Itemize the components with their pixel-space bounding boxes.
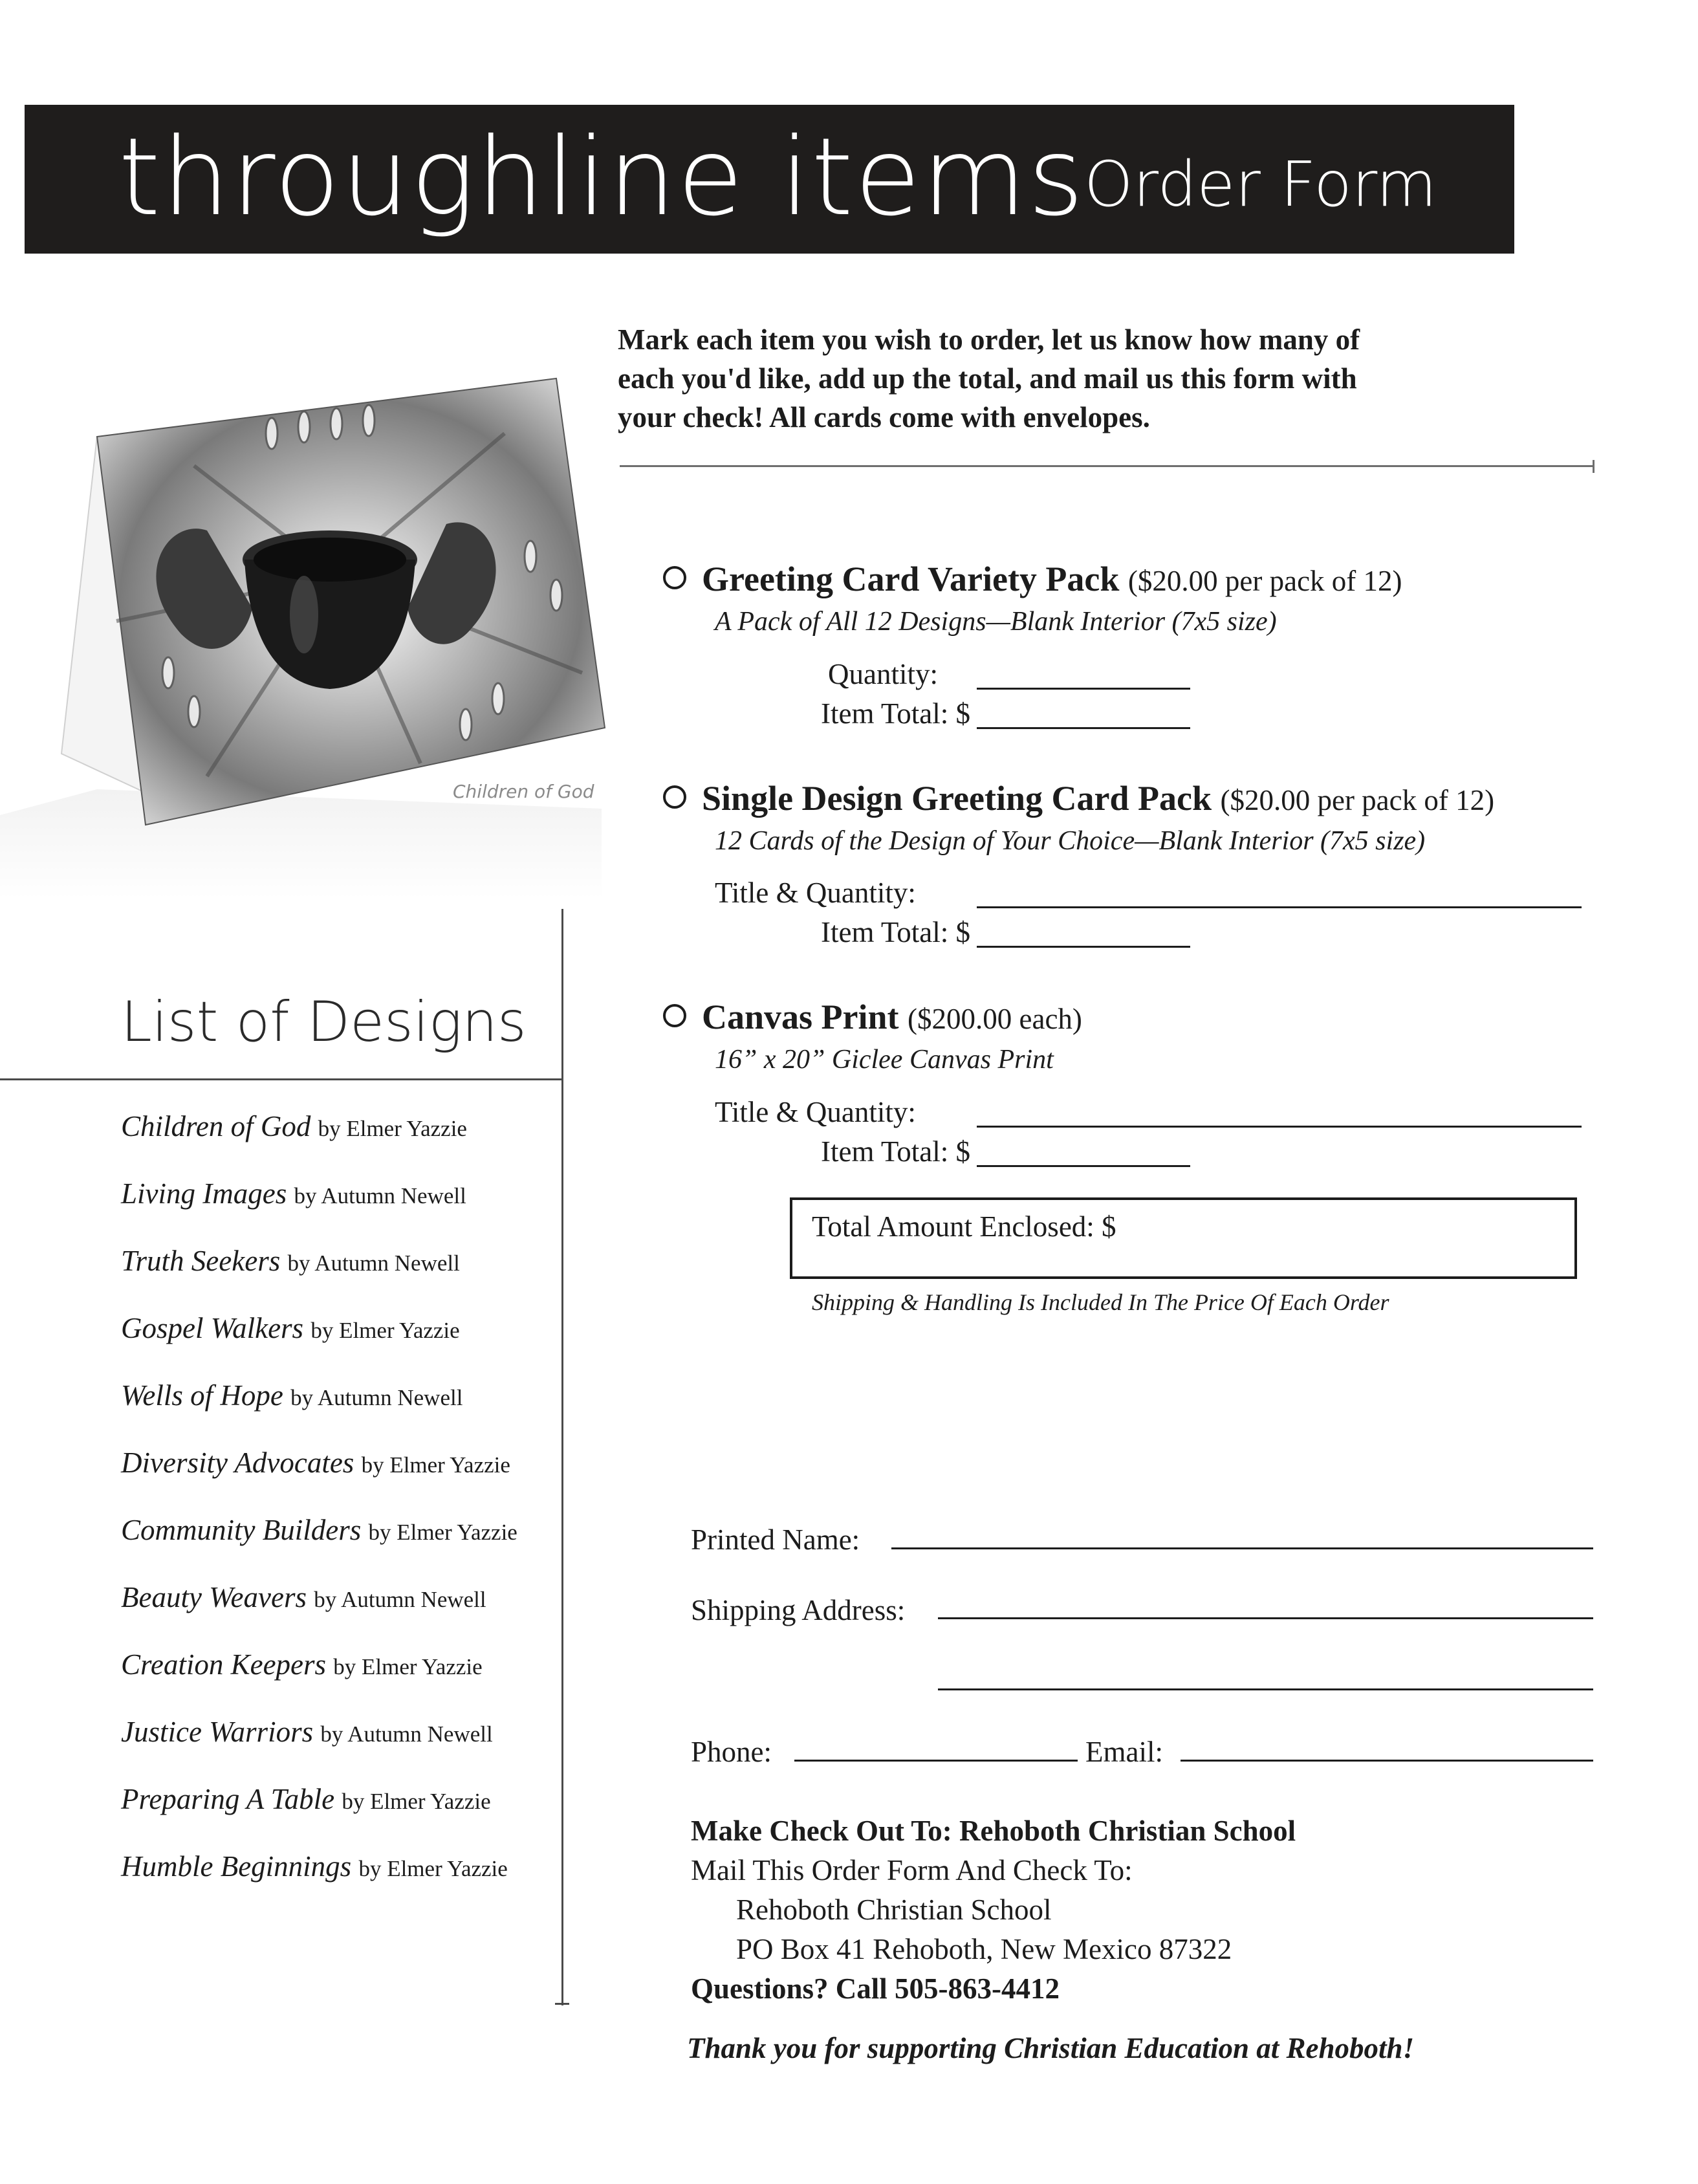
design-item — [121, 1311, 517, 1379]
email-label: Email: — [1085, 1736, 1163, 1768]
design-title: Beauty Weavers — [121, 1581, 307, 1613]
variety-item-total-field[interactable] — [977, 727, 1190, 729]
printed-name-field[interactable] — [891, 1547, 1593, 1549]
design-item — [121, 1782, 517, 1850]
item-total-label: Item Total: $ — [821, 1135, 970, 1168]
option-variety-pack — [663, 562, 1402, 596]
address-line-2: PO Box 41 Rehoboth, New Mexico 87322 — [736, 1933, 1232, 1965]
design-author: by Autumn Newell — [294, 1183, 466, 1208]
column-divider-end — [555, 2003, 569, 2005]
design-title: Preparing A Table — [121, 1783, 335, 1815]
title-quantity-label: Title & Quantity: — [715, 1096, 916, 1128]
page-subtitle: Order Form — [1084, 148, 1437, 221]
variety-quantity-field[interactable] — [977, 688, 1190, 690]
design-title: Truth Seekers — [121, 1245, 281, 1277]
printed-name-label: Printed Name: — [691, 1523, 860, 1556]
design-author: by Autumn Newell — [314, 1587, 486, 1612]
option-name: Single Design Greeting Card Pack — [702, 779, 1212, 818]
design-item — [121, 1648, 517, 1715]
item-total-label: Item Total: $ — [821, 697, 970, 730]
variety-pack-checkbox[interactable] — [663, 566, 686, 589]
title-quantity-label: Title & Quantity: — [715, 877, 916, 909]
single-title-quantity-field[interactable] — [977, 906, 1582, 908]
single-design-checkbox[interactable] — [663, 785, 686, 809]
page-title: throughline items — [118, 115, 1085, 240]
thank-you-note: Thank you for supporting Christian Education at Rehoboth! — [687, 2032, 1415, 2064]
design-item — [121, 1715, 517, 1782]
design-title: Community Builders — [121, 1514, 362, 1546]
phone-label: Phone: — [691, 1736, 772, 1768]
design-title: Justice Warriors — [121, 1716, 314, 1748]
design-item — [121, 1580, 517, 1648]
design-author: by Elmer Yazzie — [361, 1452, 510, 1478]
option-description: A Pack of All 12 Designs—Blank Interior (7x5 size) — [715, 607, 1277, 637]
shipping-address-field[interactable] — [938, 1617, 1593, 1619]
option-canvas-print — [663, 999, 1082, 1034]
designs-heading: List of Designs — [121, 990, 527, 1054]
canvas-print-checkbox[interactable] — [663, 1004, 686, 1027]
design-item — [121, 1177, 517, 1244]
phone-field[interactable] — [794, 1760, 1078, 1762]
design-item — [121, 1850, 517, 1917]
design-title: Humble Beginnings — [121, 1850, 352, 1883]
design-title: Living Images — [121, 1177, 287, 1210]
design-author: by Elmer Yazzie — [333, 1654, 483, 1679]
option-price: ($20.00 per pack of 12) — [1127, 565, 1402, 597]
option-price: ($200.00 each) — [908, 1003, 1082, 1035]
design-author: by Elmer Yazzie — [342, 1789, 491, 1814]
design-item — [121, 1446, 517, 1513]
design-author: by Elmer Yazzie — [310, 1318, 460, 1343]
option-name: Greeting Card Variety Pack — [702, 560, 1120, 598]
canvas-title-quantity-field[interactable] — [977, 1126, 1582, 1128]
option-price: ($20.00 per pack of 12) — [1220, 784, 1495, 816]
shipping-address-field-line2[interactable] — [938, 1688, 1593, 1690]
design-title: Wells of Hope — [121, 1379, 283, 1412]
option-single-design-pack — [663, 781, 1494, 816]
design-list — [121, 1109, 517, 1917]
design-author: by Elmer Yazzie — [368, 1520, 517, 1545]
shipping-address-label: Shipping Address: — [691, 1594, 906, 1626]
design-author: by Elmer Yazzie — [318, 1116, 467, 1141]
mail-to-label: Mail This Order Form And Check To: — [691, 1854, 1133, 1886]
design-author: by Autumn Newell — [320, 1721, 493, 1747]
design-author: by Autumn Newell — [290, 1385, 463, 1410]
intro-text: Mark each item you wish to order, let us know how many of each you'd like, add up the total, and mail us this form with your check! All cards come with envelopes. — [618, 323, 1360, 433]
design-title: Gospel Walkers — [121, 1312, 304, 1344]
total-amount-label: Total Amount Enclosed: $ — [812, 1210, 1116, 1243]
design-title: Children of God — [121, 1110, 311, 1142]
design-title: Diversity Advocates — [121, 1447, 354, 1479]
intro-divider-end — [1593, 460, 1595, 473]
canvas-item-total-field[interactable] — [977, 1165, 1190, 1167]
design-item — [121, 1244, 517, 1311]
single-item-total-field[interactable] — [977, 946, 1190, 948]
address-line-1: Rehoboth Christian School — [736, 1894, 1052, 1926]
design-item — [121, 1379, 517, 1446]
questions-phone: Questions? Call 505-863-4412 — [691, 1972, 1060, 2005]
option-name: Canvas Print — [702, 998, 899, 1036]
design-author: by Autumn Newell — [287, 1250, 460, 1276]
design-item — [121, 1513, 517, 1580]
designs-divider — [0, 1078, 563, 1080]
design-item — [121, 1109, 517, 1177]
option-description: 16” x 20” Giclee Canvas Print — [715, 1045, 1054, 1075]
item-total-label: Item Total: $ — [821, 916, 970, 948]
image-caption: Children of God — [453, 781, 594, 802]
email-field[interactable] — [1181, 1760, 1593, 1762]
shipping-note: Shipping & Handling Is Included In The Price Of Each Order — [812, 1289, 1389, 1315]
design-title: Creation Keepers — [121, 1648, 327, 1681]
quantity-label: Quantity: — [828, 658, 938, 690]
column-divider — [561, 909, 563, 2005]
check-payable-to: Make Check Out To: Rehoboth Christian School — [691, 1815, 1296, 1847]
option-description: 12 Cards of the Design of Your Choice—Blank Interior (7x5 size) — [715, 826, 1426, 856]
intro-divider — [620, 465, 1594, 467]
greeting-card-image — [0, 362, 608, 899]
design-author: by Elmer Yazzie — [358, 1856, 508, 1881]
